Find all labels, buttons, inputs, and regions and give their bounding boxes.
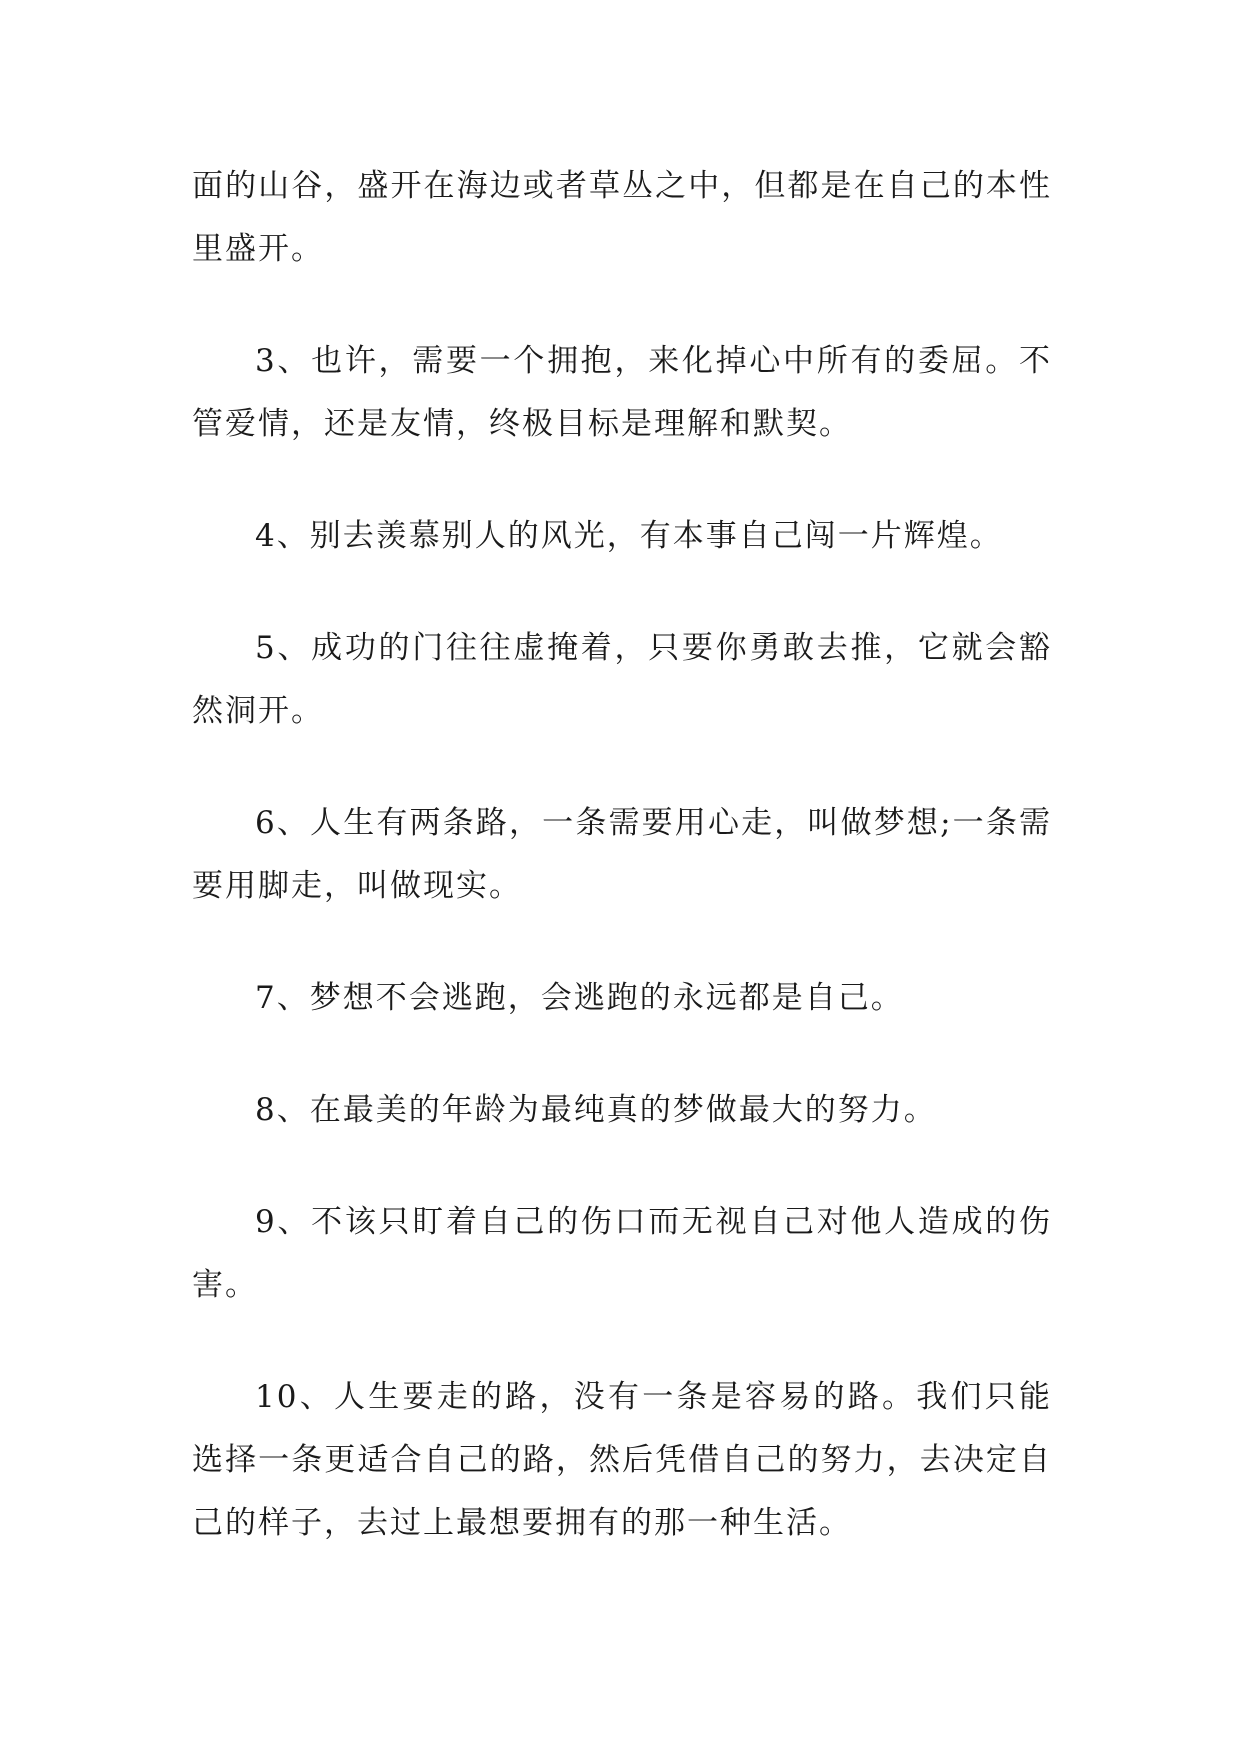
paragraph-3: 3、也许，需要一个拥抱，来化掉心中所有的委屈。不管爱情，还是友情，终极目标是理解和默契。 <box>192 343 1052 442</box>
paragraph-10: 10、人生要走的路，没有一条是容易的路。我们只能选择一条更适合自己的路，然后凭借自己的努力，去决定自己的样子，去过上最想要拥有的那一种生活。 <box>192 1379 1052 1541</box>
paragraph-continued: 面的山谷，盛开在海边或者草丛之中，但都是在自己的本性里盛开。 <box>192 168 1052 267</box>
paragraph-5: 5、成功的门往往虚掩着，只要你勇敢去推，它就会豁然洞开。 <box>192 630 1052 729</box>
paragraph-7: 7、梦想不会逃跑，会逃跑的永远都是自己。 <box>255 980 904 1016</box>
paragraph-6: 6、人生有两条路，一条需要用心走，叫做梦想;一条需要用脚走，叫做现实。 <box>192 805 1052 904</box>
document-body <box>192 155 1052 1604</box>
paragraph-8: 8、在最美的年龄为最纯真的梦做最大的努力。 <box>255 1092 937 1128</box>
paragraph-4: 4、别去羡慕别人的风光，有本事自己闯一片辉煌。 <box>255 518 1003 554</box>
paragraph-9: 9、不该只盯着自己的伤口而无视自己对他人造成的伤害。 <box>192 1204 1052 1303</box>
